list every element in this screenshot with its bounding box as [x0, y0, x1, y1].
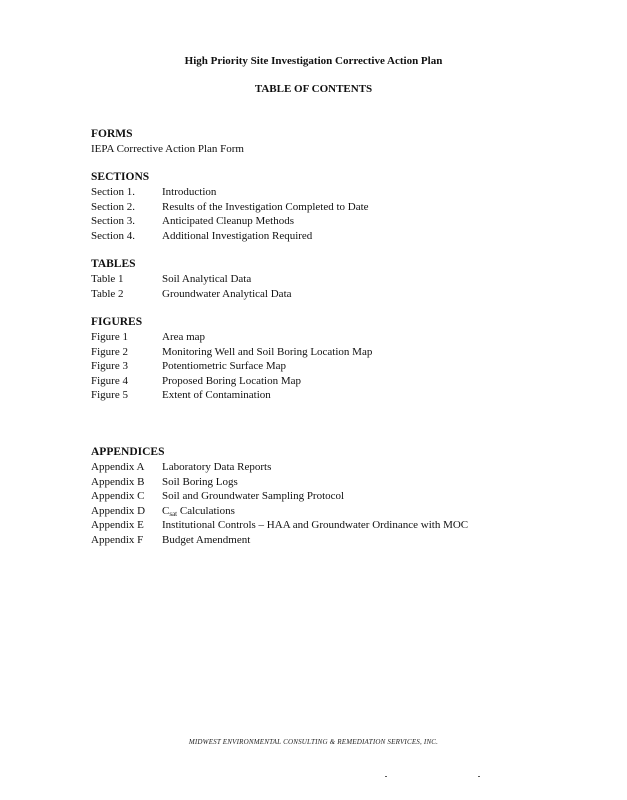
forms-heading: FORMS	[91, 128, 133, 140]
entry-title: Soil Analytical Data	[162, 273, 252, 285]
entry-title: Area map	[162, 331, 206, 343]
csat-symbol: C	[162, 504, 170, 517]
entry-title: Laboratory Data Reports	[162, 461, 272, 473]
entry-label: Appendix C	[91, 490, 145, 502]
toc-entry	[91, 214, 571, 229]
entry-label: Figure 5	[91, 389, 128, 401]
entry-title: Potentiometric Surface Map	[162, 360, 287, 372]
company-footer: MIDWEST ENVIRONMENTAL CONSULTING & REMEDIATION SERVICES, INC.	[188, 738, 439, 746]
forms-section	[91, 127, 571, 157]
entry-label: Appendix F	[91, 533, 144, 546]
toc-entry	[91, 504, 571, 519]
entry-title: Groundwater Analytical Data	[162, 287, 292, 300]
entry-label: Figure 3	[91, 360, 128, 372]
toc-entry	[91, 185, 571, 200]
entry-label: Section 3.	[91, 215, 135, 227]
entry-title: Introduction	[162, 186, 217, 198]
toc-entry	[91, 272, 571, 287]
entry-label: Appendix A	[91, 461, 145, 473]
toc-entry	[91, 287, 571, 302]
entry-title: Proposed Boring Location Map	[162, 374, 302, 387]
toc-entry	[91, 374, 571, 389]
sections-heading: SECTIONS	[91, 171, 150, 183]
toc-entry	[91, 229, 571, 244]
toc-entry	[91, 330, 571, 345]
entry-title: Results of the Investigation Completed to Date	[162, 200, 369, 213]
figures-section	[91, 315, 571, 403]
entry-title: Extent of Contamination	[162, 389, 271, 401]
tables-section	[91, 257, 571, 301]
toc-entry	[91, 533, 571, 548]
sections-section	[91, 170, 571, 243]
entry-title: Institutional Controls – HAA and Groundwater Ordinance with MOC	[162, 519, 469, 531]
entry-label: Table 1	[91, 273, 124, 285]
toc-entry	[91, 460, 571, 475]
figures-heading: FIGURES	[91, 316, 143, 328]
tables-heading: TABLES	[91, 258, 136, 270]
appendices-section	[91, 445, 571, 547]
scan-speck	[385, 776, 387, 777]
scan-speck	[478, 776, 480, 777]
entry-title: Soil Boring Logs	[162, 475, 238, 488]
toc-entry	[91, 345, 571, 360]
entry-label: Figure 4	[91, 374, 128, 387]
appendices-heading: APPENDICES	[91, 446, 165, 458]
entry-label: Section 1.	[91, 186, 135, 198]
entry-label: Appendix D	[91, 504, 146, 517]
entry-title	[162, 504, 571, 519]
entry-title: Additional Investigation Required	[162, 229, 313, 242]
csat-subscript: sat	[169, 509, 178, 518]
document-title: High Priority Site Investigation Corrective Action Plan	[184, 55, 443, 67]
entry-title: Soil and Groundwater Sampling Protocol	[162, 490, 345, 502]
csat-title-suffix: Calculations	[177, 504, 235, 517]
entry-label: Figure 1	[91, 331, 128, 343]
toc-entry	[91, 489, 571, 504]
toc-entry	[91, 359, 571, 374]
entry-label: Table 2	[91, 287, 124, 300]
toc-entry	[91, 200, 571, 215]
entry-label: Section 2.	[91, 200, 135, 213]
forms-item: IEPA Corrective Action Plan Form	[91, 143, 244, 155]
entry-title: Anticipated Cleanup Methods	[162, 215, 294, 227]
toc-entry	[91, 518, 571, 533]
entry-label: Figure 2	[91, 345, 128, 358]
entry-label: Section 4.	[91, 229, 135, 242]
entry-label: Appendix B	[91, 475, 145, 488]
table-of-contents-heading: TABLE OF CONTENTS	[254, 83, 373, 95]
toc-entry	[91, 388, 571, 403]
entry-title: Budget Amendment	[162, 533, 251, 546]
entry-title: Monitoring Well and Soil Boring Location Map	[162, 345, 373, 358]
entry-label: Appendix E	[91, 519, 144, 531]
toc-entry	[91, 475, 571, 490]
